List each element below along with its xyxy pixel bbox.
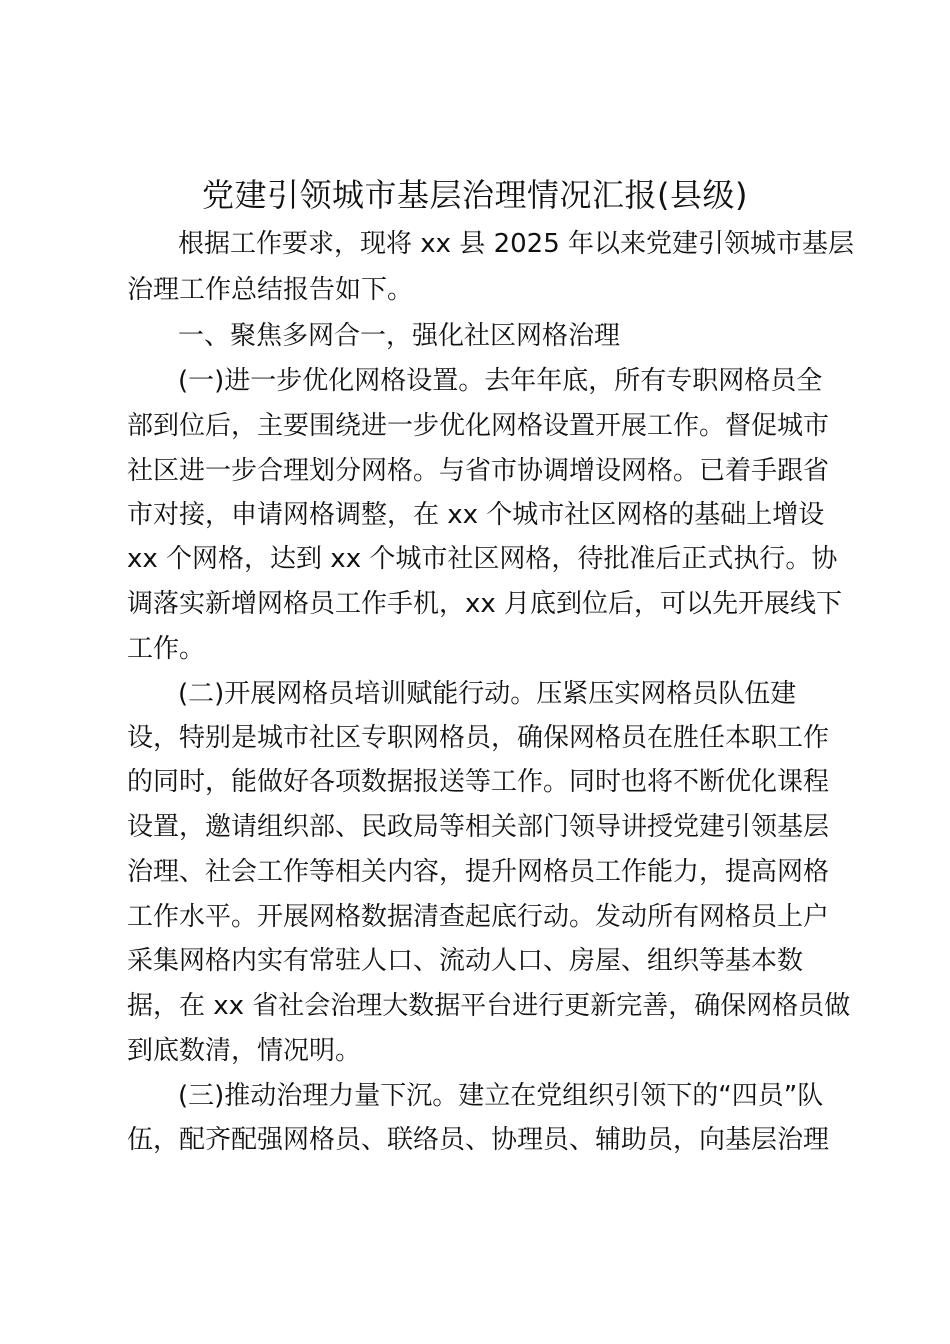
paragraph-line: 采集网格内实有常驻人口、流动人口、房屋、组织等基本数 [127,946,804,976]
paragraph-line: 治理、社会工作等相关内容，提升网格员工作能力，提高网格 [127,857,830,887]
paragraph-line: 据，在 xx 省社会治理大数据平台进行更新完善，确保网格员做 [127,991,851,1021]
paragraph-line: 部到位后，主要围绕进一步优化网格设置开展工作。督促城市 [127,411,830,441]
paragraph-line: 社区进一步合理划分网格。与省市协调增设网格。已着手跟省 [127,456,830,486]
paragraph-line: 治理工作总结报告如下。 [127,275,414,305]
document-title: 党建引领城市基层治理情况汇报(县级) [202,176,748,214]
paragraph-line: 的同时，能做好各项数据报送等工作。同时也将不断优化课程 [127,767,830,797]
paragraph-line: xx 个网格，达到 xx 个城市社区网格，待批准后正式执行。协 [127,544,838,574]
paragraph-line: 工作水平。开展网格数据清查起底行动。发动所有网格员上户 [127,902,830,932]
paragraph-line: 设，特别是城市社区专职网格员，确保网格员在胜任本职工作 [127,723,830,753]
paragraph-line: 伍，配齐配强网格员、联络员、协理员、辅助员，向基层治理 [127,1125,830,1155]
paragraph-line: 根据工作要求，现将 xx 县 2025 年以来党建引领城市基层 [178,229,855,259]
paragraph-line: (二)开展网格员培训赋能行动。压紧压实网格员队伍建 [178,679,797,709]
paragraph-line: (三)推动治理力量下沉。建立在党组织引领下的“四员”队 [178,1081,824,1111]
paragraph-line: (一)进一步优化网格设置。去年年底，所有专职网格员全 [178,366,823,396]
section-heading: 一、聚焦多网合一，强化社区网格治理 [178,321,621,351]
paragraph-line: 到底数清，情况明。 [127,1036,362,1066]
paragraph-line: 设置，邀请组织部、民政局等相关部门领导讲授党建引领基层 [127,812,830,842]
paragraph-line: 市对接，申请网格调整，在 xx 个城市社区网格的基础上增设 [127,500,825,530]
paragraph-line: 工作。 [127,634,206,664]
paragraph-line: 调落实新增网格员工作手机，xx 月底到位后，可以先开展线下 [127,589,843,619]
